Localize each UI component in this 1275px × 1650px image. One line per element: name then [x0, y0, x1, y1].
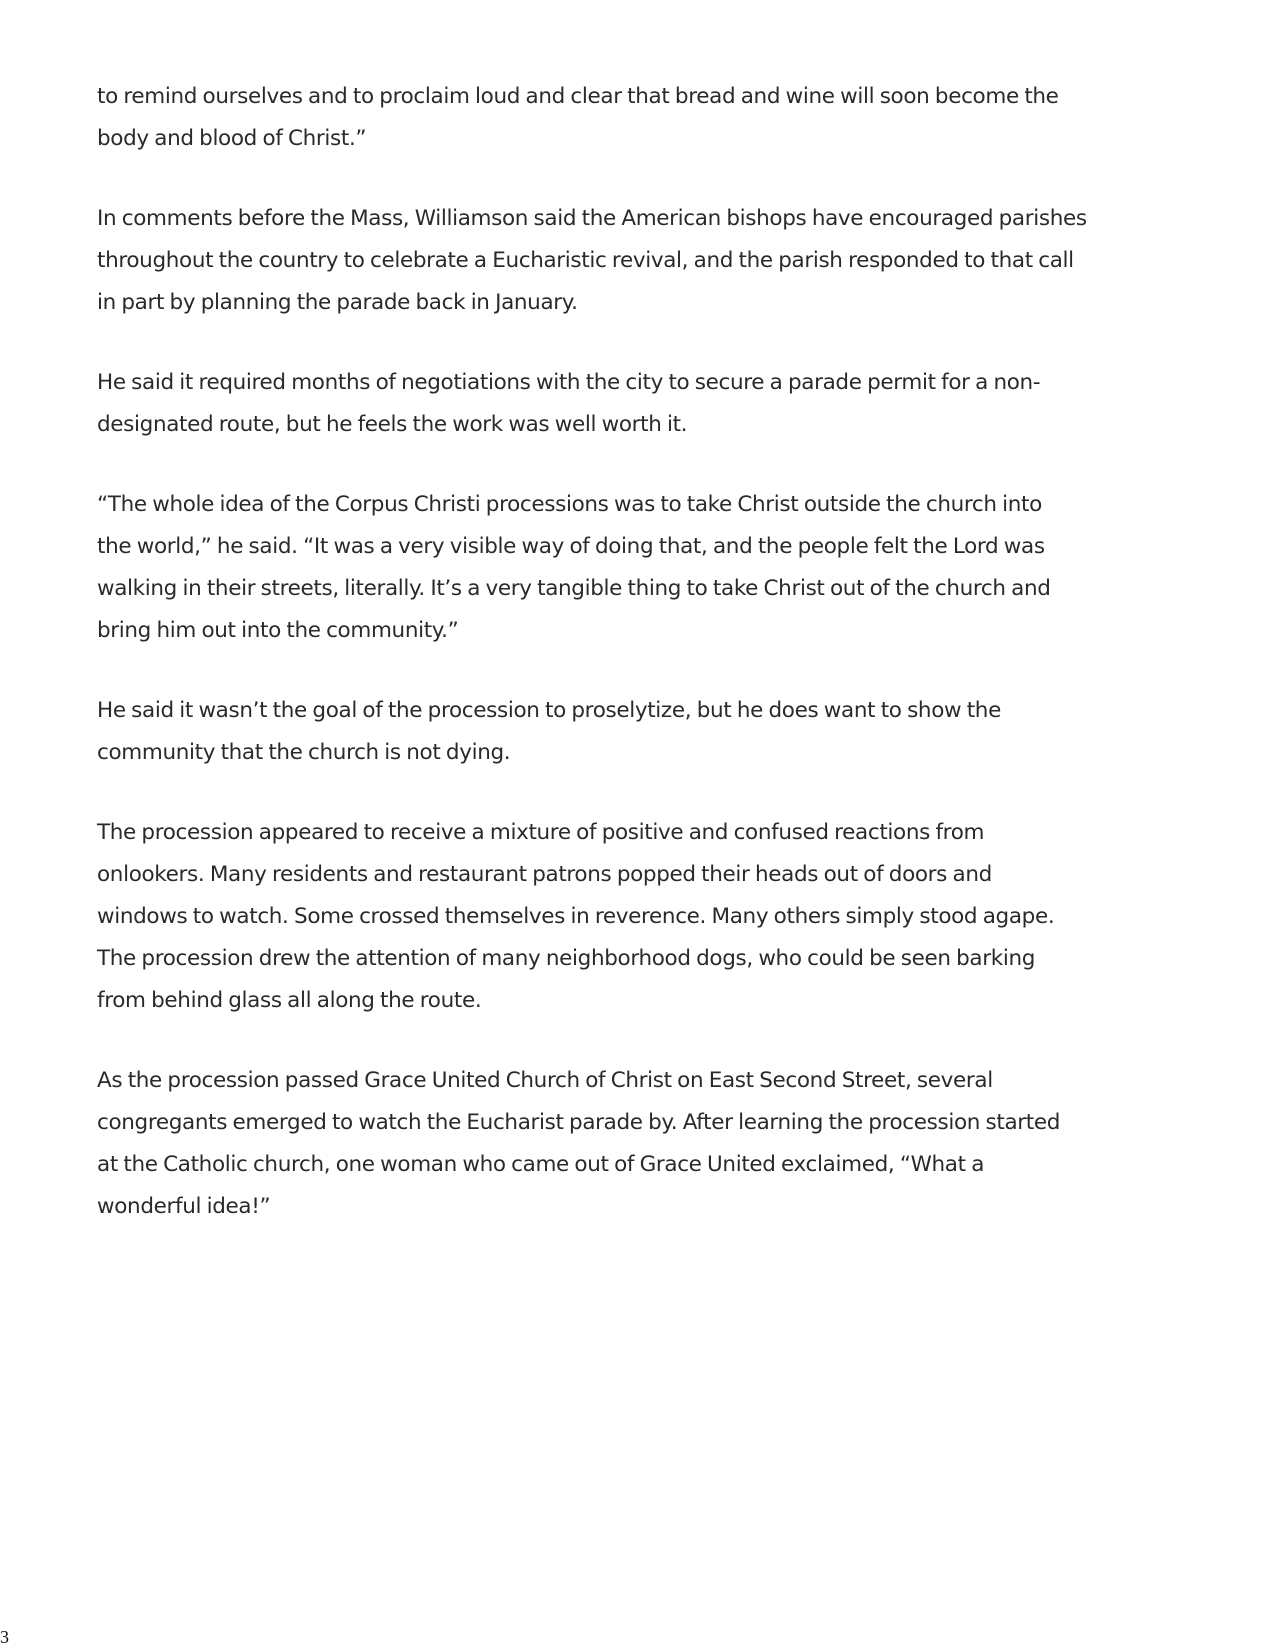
- text-line: in part by planning the parade back in January.: [97, 290, 578, 315]
- text-line: As the procession passed Grace United Church of Christ on East Second Street, several: [97, 1068, 993, 1093]
- text-line: congregants emerged to watch the Eucharist parade by. After learning the procession started: [97, 1110, 1061, 1135]
- text-line: The procession drew the attention of many neighborhood dogs, who could be seen barking: [97, 946, 1036, 971]
- text-line: walking in their streets, literally. It’s a very tangible thing to take Christ out of the church and: [97, 576, 1051, 601]
- page-number: 3: [0, 1627, 9, 1647]
- text-line: He said it wasn’t the goal of the procession to proselytize, but he does want to show the: [97, 698, 1001, 723]
- text-line: He said it required months of negotiations with the city to secure a parade permit for a non-: [97, 370, 1041, 395]
- paragraph-3: [97, 362, 1187, 446]
- paragraph-5: [97, 690, 1187, 774]
- text-line: wonderful idea!”: [97, 1194, 271, 1219]
- paragraph-2: [97, 198, 1187, 324]
- text-line: community that the church is not dying.: [97, 740, 511, 765]
- article-body: [97, 76, 1187, 1266]
- paragraph-4: [97, 484, 1187, 652]
- text-line: from behind glass all along the route.: [97, 988, 482, 1013]
- text-line: bring him out into the community.”: [97, 618, 459, 643]
- text-line: onlookers. Many residents and restaurant patrons popped their heads out of doors and: [97, 862, 992, 887]
- text-line: The procession appeared to receive a mixture of positive and confused reactions from: [97, 820, 985, 845]
- text-line: at the Catholic church, one woman who came out of Grace United exclaimed, “What a: [97, 1152, 985, 1177]
- paragraph-6: [97, 812, 1187, 1022]
- paragraph-1: [97, 76, 1187, 160]
- paragraph-7: [97, 1060, 1187, 1228]
- text-line: “The whole idea of the Corpus Christi processions was to take Christ outside the church into: [97, 492, 1042, 517]
- text-line: In comments before the Mass, Williamson said the American bishops have encouraged parishes: [97, 206, 1087, 231]
- text-line: windows to watch. Some crossed themselves in reverence. Many others simply stood agape.: [97, 904, 1055, 929]
- text-line: body and blood of Christ.”: [97, 126, 367, 151]
- text-line: the world,” he said. “It was a very visible way of doing that, and the people felt the Lord was: [97, 534, 1045, 559]
- text-line: to remind ourselves and to proclaim loud and clear that bread and wine will soon become the: [97, 84, 1059, 109]
- text-line: designated route, but he feels the work was well worth it.: [97, 412, 688, 437]
- text-line: throughout the country to celebrate a Eucharistic revival, and the parish responded to that call: [97, 248, 1074, 273]
